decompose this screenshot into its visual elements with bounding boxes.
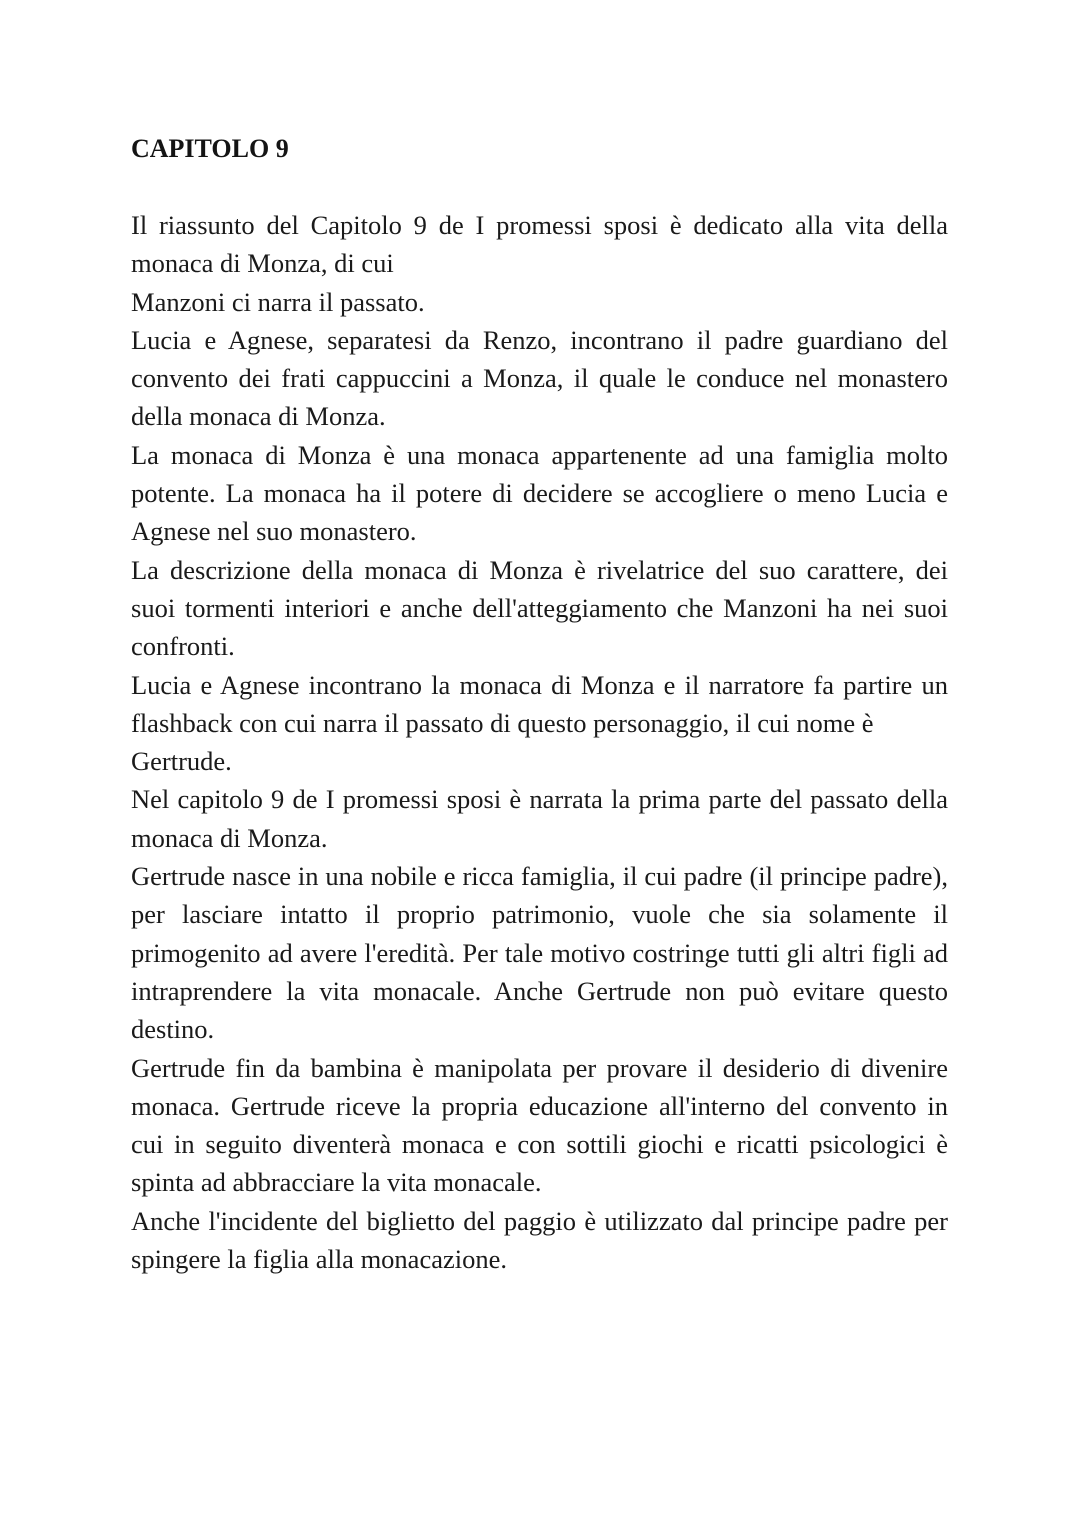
paragraph-4: La monaca di Monza è una monaca appartenente ad una famiglia molto potente. La monaca ha il potere di decidere se accogliere o meno Lucia e Agnese nel suo monastero. [131,439,948,547]
paragraph-10: Gertrude fin da bambina è manipolata per provare il desiderio di divenire monaca. Gertrude riceve la propria educazione all'interno del convento in cui in seguito diventerà monaca e con sottili giochi e ricatti psicologici è spinta ad abbracciare la vita monacale. [131,1052,948,1198]
paragraph-3: Lucia e Agnese, separatesi da Renzo, incontrano il padre guardiano del convento dei frati cappuccini a Monza, il quale le conduce nel monastero della monaca di Monza. [131,324,948,432]
summary-body [131,206,948,1278]
paragraph-6: Lucia e Agnese incontrano la monaca di Monza e il narratore fa partire un flashback con cui narra il passato di questo personaggio, il cui nome è [131,669,948,738]
paragraph-7: Gertrude. [131,746,232,777]
chapter-title: CAPITOLO 9 [131,134,289,163]
paragraph-8: Nel capitolo 9 de I promessi sposi è narrata la prima parte del passato della monaca di Monza. [131,784,948,853]
paragraph-9: Gertrude nasce in una nobile e ricca famiglia, il cui padre (il principe padre), per lasciare intatto il proprio patrimonio, vuole che sia solamente il primogenito ad avere l'eredità. Per tale motivo costringe tutti gli altri figli ad intraprendere la vita monacale. Anche Gertrude non può evitare questo destino. [131,861,948,1045]
paragraph-11: Anche l'incidente del biglietto del paggio è utilizzato dal principe padre per spingere la figlia alla monacazione. [131,1205,948,1275]
paragraph-5: La descrizione della monaca di Monza è rivelatrice del suo carattere, dei suoi tormenti interiori e anche dell'atteggiamento che Manzoni ha nei suoi confronti. [131,554,948,662]
paragraph-2: Manzoni ci narra il passato. [131,286,425,317]
paragraph-1: Il riassunto del Capitolo 9 de I promessi sposi è dedicato alla vita della monaca di Monza, di cui [131,210,948,279]
